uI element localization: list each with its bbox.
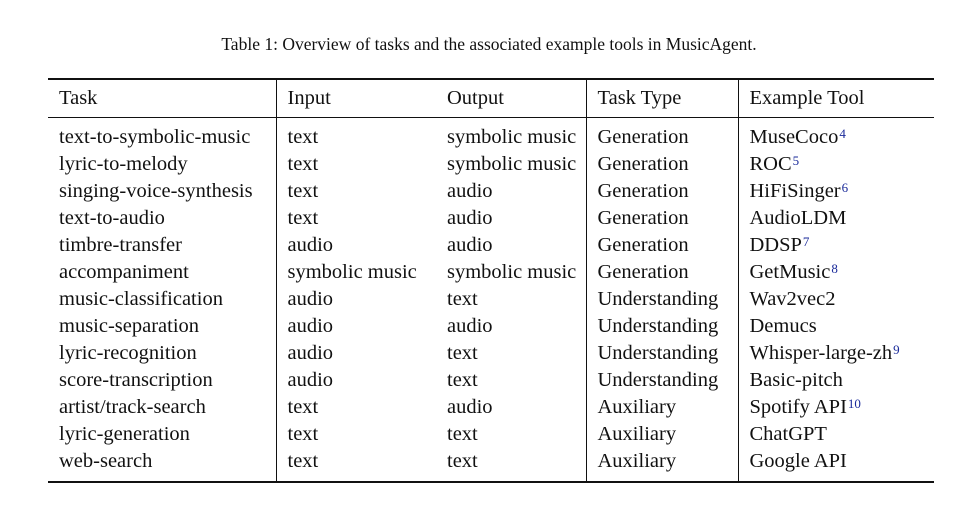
cell-output-text: symbolic music (447, 261, 577, 283)
table-header (48, 79, 934, 118)
cell-task-text: singing-voice-synthesis (59, 180, 253, 202)
cell-output (436, 178, 586, 205)
table-row (48, 178, 934, 205)
cell-task-type (586, 340, 738, 367)
cell-example-tool (738, 313, 934, 340)
cell-task-text: web-search (59, 450, 153, 472)
table-row (48, 286, 934, 313)
cell-input-text: text (287, 423, 319, 445)
table-row (48, 394, 934, 421)
cell-example-tool (738, 232, 934, 259)
cell-task (48, 118, 276, 152)
cell-task (48, 205, 276, 232)
cell-task-text: score-transcription (59, 369, 213, 391)
cell-task (48, 232, 276, 259)
cell-task-type-text: Understanding (597, 288, 719, 310)
cell-example-tool-text: ChatGPT (749, 423, 827, 445)
cell-task-text: text-to-audio (59, 207, 165, 229)
cell-task (48, 394, 276, 421)
cell-task-type (586, 421, 738, 448)
cell-task-type-text: Generation (597, 234, 689, 256)
cell-example-tool-text: AudioLDM (749, 207, 847, 229)
cell-output-text: text (447, 450, 478, 472)
cell-example-tool (738, 340, 934, 367)
header-output: Output (447, 87, 504, 109)
table-row (48, 259, 934, 286)
table-row (48, 151, 934, 178)
cell-task (48, 178, 276, 205)
cell-task-type (586, 205, 738, 232)
tools-table (48, 78, 934, 483)
cell-task-text: text-to-symbolic-music (59, 126, 251, 148)
cell-task-type-text: Auxiliary (597, 450, 677, 472)
footnote-ref-link[interactable]: 10 (847, 396, 861, 411)
cell-task-type (586, 394, 738, 421)
cell-output-text: text (447, 369, 478, 391)
header-example-tool: Example Tool (738, 79, 934, 118)
cell-input-text: text (287, 153, 319, 175)
table-caption: Table 1: Overview of tasks and the associated example tools in MusicAgent. (221, 34, 757, 54)
cell-example-tool (738, 118, 934, 152)
cell-output-text: text (447, 288, 478, 310)
cell-input-text: text (287, 396, 319, 418)
cell-task (48, 448, 276, 482)
cell-example-tool (738, 178, 934, 205)
cell-task-type (586, 178, 738, 205)
cell-task-type (586, 313, 738, 340)
cell-input (276, 421, 436, 448)
cell-output (436, 151, 586, 178)
cell-input (276, 448, 436, 482)
cell-output-text: audio (447, 315, 493, 337)
cell-input (276, 286, 436, 313)
cell-task-type (586, 448, 738, 482)
cell-input (276, 259, 436, 286)
cell-example-tool (738, 286, 934, 313)
cell-input-text: text (287, 180, 319, 202)
cell-input (276, 205, 436, 232)
cell-task-type (586, 118, 738, 152)
cell-output-text: text (447, 342, 478, 364)
cell-output (436, 118, 586, 152)
cell-example-tool-text: Whisper-large-zh (749, 342, 893, 364)
cell-output (436, 205, 586, 232)
cell-output-text: symbolic music (447, 126, 577, 148)
cell-task-type-text: Auxiliary (597, 396, 677, 418)
cell-task-type (586, 286, 738, 313)
cell-input (276, 367, 436, 394)
cell-output (436, 394, 586, 421)
cell-example-tool (738, 205, 934, 232)
footnote-ref-link[interactable]: 8 (831, 261, 838, 276)
cell-task (48, 313, 276, 340)
table-row (48, 367, 934, 394)
cell-input (276, 151, 436, 178)
footnote-ref-link[interactable]: 4 (839, 126, 846, 141)
cell-task-type (586, 259, 738, 286)
cell-output-text: audio (447, 207, 493, 229)
cell-task-type-text: Auxiliary (597, 423, 677, 445)
cell-task-type-text: Generation (597, 126, 689, 148)
cell-output (436, 286, 586, 313)
cell-task (48, 286, 276, 313)
cell-task-type-text: Understanding (597, 342, 719, 364)
cell-task-text: music-separation (59, 315, 200, 337)
header-input: Input (276, 79, 436, 118)
cell-task-text: lyric-to-melody (59, 153, 188, 175)
table-row (48, 421, 934, 448)
cell-output (436, 367, 586, 394)
table-row (48, 205, 934, 232)
cell-example-tool-text: GetMusic (749, 261, 831, 283)
table-row (48, 448, 934, 482)
footnote-ref-link[interactable]: 5 (792, 153, 800, 168)
cell-input (276, 178, 436, 205)
cell-output-text: audio (447, 180, 493, 202)
cell-task-text: lyric-recognition (59, 342, 197, 364)
cell-task (48, 340, 276, 367)
header-task-type: Task Type (586, 79, 738, 118)
table-row (48, 340, 934, 367)
cell-output (436, 259, 586, 286)
cell-task-text: music-classification (59, 288, 223, 310)
cell-example-tool-text: ROC (749, 153, 792, 175)
cell-input-text: audio (287, 234, 334, 256)
cell-task (48, 259, 276, 286)
cell-example-tool-text: Wav2vec2 (749, 288, 836, 310)
cell-input (276, 313, 436, 340)
footnote-ref-link[interactable]: 6 (841, 180, 849, 195)
cell-example-tool (738, 367, 934, 394)
cell-example-tool (738, 151, 934, 178)
cell-input-text: audio (287, 342, 334, 364)
cell-output (436, 340, 586, 367)
cell-task-type-text: Generation (597, 153, 689, 175)
cell-task-type-text: Generation (597, 207, 689, 229)
cell-task-type-text: Understanding (597, 369, 719, 391)
header-row (48, 79, 934, 118)
cell-task-type (586, 367, 738, 394)
table-row (48, 313, 934, 340)
cell-input (276, 340, 436, 367)
footnote-ref-link[interactable]: 9 (893, 342, 900, 357)
cell-example-tool-text: Spotify API (749, 396, 847, 418)
cell-task (48, 421, 276, 448)
cell-task (48, 151, 276, 178)
cell-task-text: lyric-generation (59, 423, 190, 445)
cell-input (276, 118, 436, 152)
table-row (48, 232, 934, 259)
cell-task-type-text: Understanding (597, 315, 719, 337)
cell-example-tool-text: DDSP (749, 234, 802, 256)
cell-example-tool (738, 448, 934, 482)
cell-input-text: text (287, 126, 319, 148)
cell-task-text: timbre-transfer (59, 234, 182, 256)
cell-input-text: symbolic music (287, 261, 417, 283)
cell-task-type-text: Generation (597, 180, 689, 202)
cell-example-tool-text: Basic-pitch (749, 369, 843, 391)
cell-task-text: accompaniment (59, 261, 189, 283)
cell-output (436, 313, 586, 340)
cell-output-text: audio (447, 234, 493, 256)
cell-example-tool-text: Demucs (749, 315, 817, 337)
cell-input-text: audio (287, 369, 334, 391)
cell-output (436, 448, 586, 482)
table-body (48, 118, 934, 483)
cell-task-type (586, 151, 738, 178)
cell-example-tool (738, 421, 934, 448)
cell-task-type (586, 232, 738, 259)
cell-output (436, 232, 586, 259)
cell-output-text: audio (447, 396, 493, 418)
cell-output-text: symbolic music (447, 153, 577, 175)
tools-table-container (48, 78, 934, 483)
cell-input-text: audio (287, 288, 334, 310)
cell-output-text: text (447, 423, 478, 445)
header-task: Task (59, 87, 98, 109)
cell-task (48, 367, 276, 394)
table-row (48, 118, 934, 152)
cell-example-tool-text: MuseCoco (749, 126, 839, 148)
cell-example-tool-text: HiFiSinger (749, 180, 841, 202)
cell-input-text: audio (287, 315, 334, 337)
cell-task-type-text: Generation (597, 261, 689, 283)
cell-example-tool-text: Google API (749, 450, 847, 472)
footnote-ref-link[interactable]: 7 (802, 234, 810, 249)
cell-example-tool (738, 394, 934, 421)
cell-input (276, 394, 436, 421)
cell-input-text: text (287, 450, 319, 472)
cell-output (436, 421, 586, 448)
cell-task-text: artist/track-search (59, 396, 206, 418)
cell-input-text: text (287, 207, 319, 229)
cell-example-tool (738, 259, 934, 286)
cell-input (276, 232, 436, 259)
